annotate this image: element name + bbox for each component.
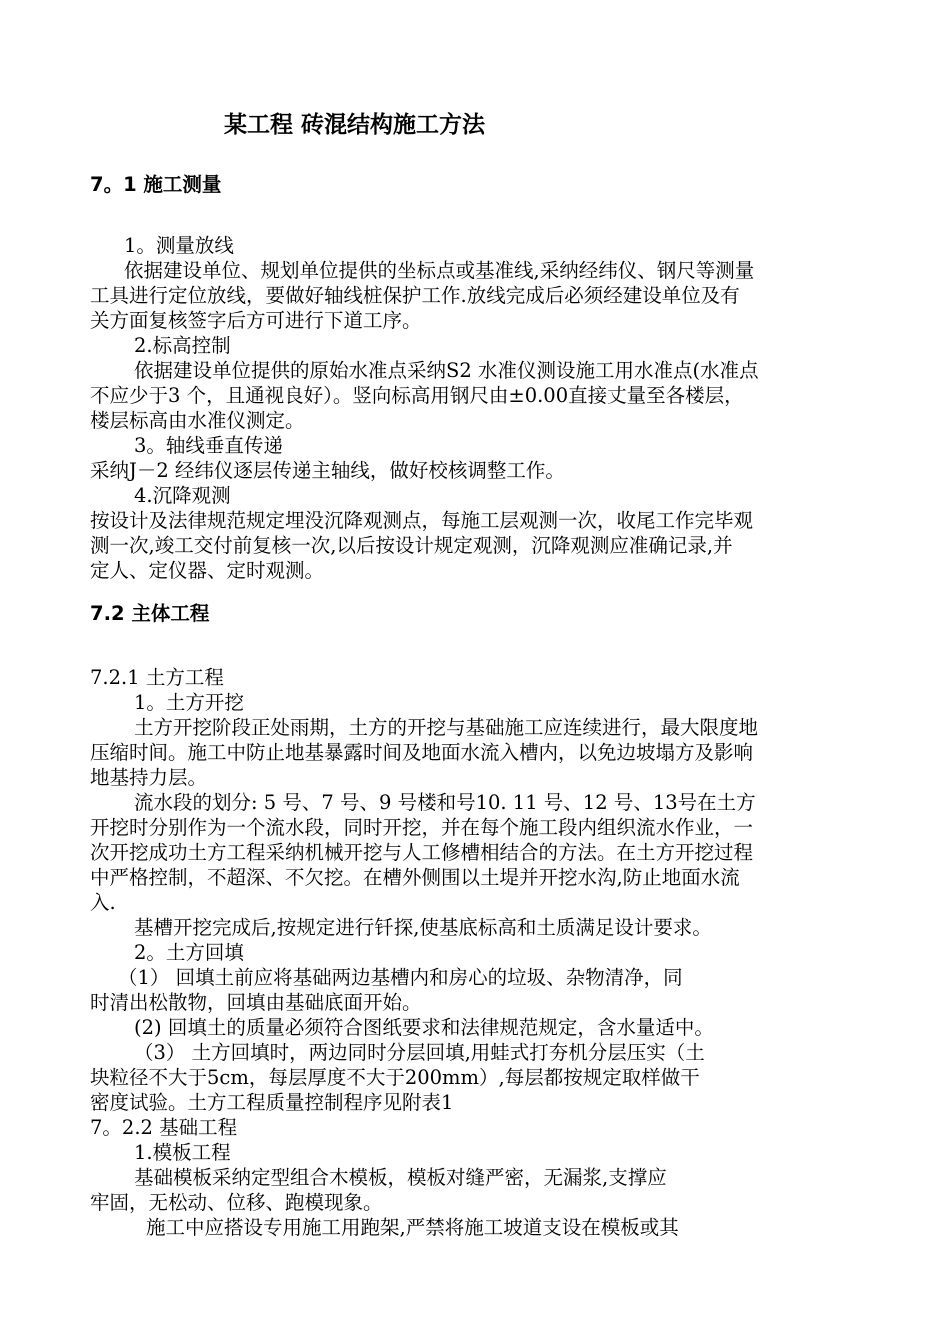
text-line: 入. xyxy=(90,891,116,914)
text-line: 流水段的划分: 5 号、7 号、9 号楼和号10. 11 号、12 号、13号在土方 xyxy=(134,791,756,814)
text-line: 1。测量放线 xyxy=(124,234,234,257)
text-line: （3） 土方回填时，两边同时分层回填,用蛙式打夯机分层压实（土 xyxy=(134,1041,705,1064)
text-line: 3。轴线垂直传递 xyxy=(134,434,283,457)
subsection-heading: 7.2.1 土方工程 xyxy=(90,666,224,689)
text-line: 开挖时分别作为一个流水段，同时开挖，并在每个施工段内组织流水作业，一 xyxy=(90,816,754,839)
text-line: 工具进行定位放线，要做好轴线桩保护工作.放线完成后必须经建设单位及有 xyxy=(90,284,740,307)
text-line: (2) 回填土的质量必须符合图纸要求和法律规范规定，含水量适中。 xyxy=(134,1016,714,1039)
text-line: 不应少于3 个，且通视良好）。竖向标高用钢尺由±0.00直接丈量至各楼层， xyxy=(90,384,744,407)
text-line: （1） 回填土前应将基础两边基槽内和房心的垃圾、杂物清净，同 xyxy=(118,966,683,989)
text-line: 4.沉降观测 xyxy=(134,484,231,507)
text-line: 中严格控制，不超深、不欠挖。在槽外侧围以土堤并开挖水沟,防止地面水流 xyxy=(90,866,740,889)
text-line: 施工中应搭设专用施工用跑架,严禁将施工坡道支设在模板或其 xyxy=(146,1216,679,1239)
text-line: 牢固，无松动、位移、跑模现象。 xyxy=(90,1191,383,1214)
text-line: 测一次,竣工交付前复核一次,以后按设计规定观测，沉降观测应准确记录,并 xyxy=(90,534,733,557)
text-line: 1.模板工程 xyxy=(134,1141,231,1164)
text-line: 地基持力层。 xyxy=(90,766,208,789)
text-line: 依据建设单位、规划单位提供的坐标点或基准线,采纳经纬仪、钢尺等测量 xyxy=(124,259,755,282)
text-line: 压缩时间。施工中防止地基暴露时间及地面水流入槽内，以免边坡塌方及影响 xyxy=(90,741,754,764)
section-heading-7-1: 7。1 施工测量 xyxy=(90,173,222,196)
text-line: 块粒径不大于5cm，每层厚度不大于200mm）,每层都按规定取样做干 xyxy=(90,1066,700,1089)
text-line: 楼层标高由水准仪测定。 xyxy=(90,409,305,432)
text-line: 2。土方回填 xyxy=(134,941,244,964)
section-heading-7-2: 7.2 主体工程 xyxy=(90,602,210,625)
text-line: 关方面复核签字后方可进行下道工序。 xyxy=(90,309,422,332)
text-line: 基础模板采纳定型组合木模板，模板对缝严密，无漏浆,支撑应 xyxy=(134,1166,667,1189)
text-line: 1。土方开挖 xyxy=(134,691,244,714)
text-line: 基槽开挖完成后,按规定进行钎探,使基底标高和土质满足设计要求。 xyxy=(134,916,712,939)
text-line: 按设计及法律规范规定埋没沉降观测点，每施工层观测一次，收尾工作完毕观 xyxy=(90,509,754,532)
text-line: 依据建设单位提供的原始水准点采纳S2 水准仪测设施工用水准点(水准点 xyxy=(134,359,759,382)
text-line: 次开挖成功土方工程采纳机械开挖与人工修槽相结合的方法。在土方开挖过程 xyxy=(90,841,754,864)
text-line: 2.标高控制 xyxy=(134,334,231,357)
text-line: 密度试验。土方工程质量控制程序见附表1 xyxy=(90,1091,454,1114)
text-line: 土方开挖阶段正处雨期，土方的开挖与基础施工应连续进行，最大限度地 xyxy=(134,716,759,739)
text-line: 时清出松散物，回填由基础底面开始。 xyxy=(90,991,422,1014)
subsection-heading: 7。2.2 基础工程 xyxy=(90,1116,238,1139)
text-line: 定人、定仪器、定时观测。 xyxy=(90,559,325,582)
document-title: 某工程 砖混结构施工方法 xyxy=(224,112,486,138)
text-line: 采纳J－2 经纬仪逐层传递主轴线，做好校核调整工作。 xyxy=(90,459,565,482)
